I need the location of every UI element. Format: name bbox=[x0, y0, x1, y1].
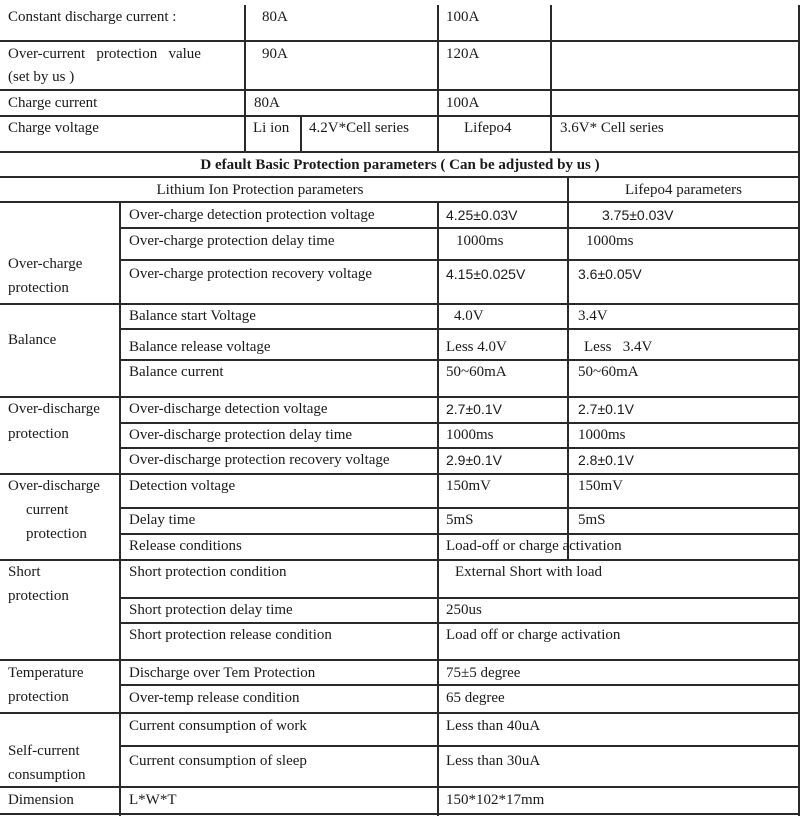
col-divider bbox=[550, 5, 552, 151]
param-label: Short protection release condition bbox=[129, 627, 332, 643]
lfp-value: 2.8±0.1V bbox=[578, 452, 634, 468]
charge-voltage-li: 4.2V*Cell series bbox=[309, 120, 409, 136]
param-label: Balance current bbox=[129, 364, 224, 380]
param-label: Current consumption of work bbox=[129, 718, 307, 734]
merged-value: Load off or charge activation bbox=[446, 627, 621, 643]
overcurrent-lfp: 120A bbox=[446, 46, 480, 62]
row-divider bbox=[119, 507, 800, 509]
charge-current-li: 80A bbox=[254, 95, 280, 111]
constant-discharge-li: 80A bbox=[262, 9, 288, 25]
row-divider bbox=[119, 447, 800, 449]
group-label: protection bbox=[8, 426, 69, 442]
li-value: 4.0V bbox=[454, 308, 484, 324]
param-label: Over-temp release condition bbox=[129, 690, 300, 706]
group-divider bbox=[0, 786, 800, 788]
lfp-value: 3.75±0.03V bbox=[602, 207, 674, 223]
group-divider bbox=[0, 303, 800, 305]
charge-voltage-li-type: Li ion bbox=[253, 120, 290, 136]
row-divider bbox=[119, 422, 800, 424]
group-label: Short bbox=[8, 564, 41, 580]
group-divider bbox=[0, 559, 800, 561]
row-divider bbox=[0, 176, 800, 178]
param-label: Detection voltage bbox=[129, 478, 236, 494]
merged-value: 150*102*17mm bbox=[446, 792, 545, 808]
charge-voltage-lfp-type: Lifepo4 bbox=[464, 120, 512, 136]
group-label: protection bbox=[8, 280, 69, 296]
row-divider bbox=[119, 745, 800, 747]
lfp-value: 3.4V bbox=[578, 308, 608, 324]
col-divider bbox=[244, 5, 246, 151]
row-divider bbox=[119, 359, 800, 361]
header-lifepo4: Lifepo4 parameters bbox=[624, 182, 743, 198]
group-label: Over-discharge bbox=[8, 401, 100, 417]
param-label: Short protection condition bbox=[129, 564, 287, 580]
group-divider bbox=[0, 659, 800, 661]
group-label: Balance bbox=[8, 332, 57, 348]
constant-discharge-lfp: 100A bbox=[446, 9, 480, 25]
param-label: L*W*T bbox=[129, 792, 177, 808]
li-value: 1000ms bbox=[456, 233, 504, 249]
group-label: protection bbox=[8, 588, 69, 604]
group-label: consumption bbox=[8, 767, 86, 783]
col-divider bbox=[300, 115, 302, 151]
group-label: protection bbox=[8, 689, 69, 705]
lfp-value: 50~60mA bbox=[578, 364, 639, 380]
param-label: Over-discharge detection voltage bbox=[129, 401, 328, 417]
lfp-value: 1000ms bbox=[586, 233, 634, 249]
li-value: 4.25±0.03V bbox=[446, 207, 518, 223]
col-divider bbox=[437, 5, 439, 151]
param-label: Discharge over Tem Protection bbox=[129, 665, 316, 681]
li-value: 150mV bbox=[446, 478, 491, 494]
col-divider bbox=[437, 201, 439, 816]
lfp-value: 3.6±0.05V bbox=[578, 266, 642, 282]
charge-current-lfp: 100A bbox=[446, 95, 480, 111]
param-label: Over-discharge protection delay time bbox=[129, 427, 353, 443]
lfp-value: 1000ms bbox=[578, 427, 626, 443]
li-value: Less 4.0V bbox=[446, 339, 507, 355]
merged-value: 65 degree bbox=[446, 690, 505, 706]
param-label: Delay time bbox=[129, 512, 196, 528]
charge-voltage-lfp: 3.6V* Cell series bbox=[560, 120, 664, 136]
param-label: Short protection delay time bbox=[129, 602, 293, 618]
li-value: 1000ms bbox=[446, 427, 494, 443]
row-divider bbox=[119, 597, 800, 599]
row-divider bbox=[119, 622, 800, 624]
row-divider bbox=[0, 40, 800, 42]
li-value: 2.9±0.1V bbox=[446, 452, 502, 468]
merged-value: 250us bbox=[446, 602, 482, 618]
row-divider bbox=[119, 328, 800, 330]
constant-discharge-label: Constant discharge current : bbox=[8, 9, 177, 25]
param-label: Balance release voltage bbox=[129, 339, 271, 355]
overcurrent-label-line2: (set by us ) bbox=[8, 69, 75, 85]
param-label: Over-charge protection delay time bbox=[129, 233, 335, 249]
param-label: Over-charge detection protection voltage bbox=[129, 207, 375, 223]
group-divider bbox=[0, 712, 800, 714]
group-divider bbox=[0, 396, 800, 398]
merged-value: Less than 30uA bbox=[446, 753, 541, 769]
group-label: protection bbox=[26, 526, 87, 542]
row-divider bbox=[0, 151, 800, 153]
param-label: Release conditions bbox=[129, 538, 242, 554]
li-value: 5mS bbox=[446, 512, 474, 528]
row-divider bbox=[119, 259, 800, 261]
col-divider bbox=[567, 473, 569, 533]
param-label: Current consumption of sleep bbox=[129, 753, 307, 769]
overcurrent-li: 90A bbox=[262, 46, 288, 62]
charge-voltage-label: Charge voltage bbox=[8, 120, 99, 136]
charge-current-label: Charge current bbox=[8, 95, 98, 111]
merged-value: 75±5 degree bbox=[446, 665, 521, 681]
right-border bbox=[798, 5, 800, 816]
merged-value: External Short with load bbox=[455, 564, 603, 580]
lfp-value: 5mS bbox=[578, 512, 606, 528]
row-divider bbox=[119, 227, 800, 229]
bottom-border bbox=[0, 813, 800, 815]
row-divider bbox=[0, 115, 800, 117]
param-label: Over-charge protection recovery voltage bbox=[129, 266, 373, 282]
row-divider bbox=[119, 684, 800, 686]
group-label: Dimension bbox=[8, 792, 74, 808]
protection-table-title: D efault Basic Protection parameters ( Can be adjusted by us ) bbox=[200, 157, 600, 173]
merged-value: Load-off or charge activation bbox=[446, 538, 622, 554]
group-divider bbox=[0, 473, 800, 475]
group-label: Over-discharge bbox=[8, 478, 100, 494]
merged-value: Less than 40uA bbox=[446, 718, 541, 734]
lfp-value: 2.7±0.1V bbox=[578, 401, 634, 417]
lfp-value: 150mV bbox=[578, 478, 623, 494]
li-value: 2.7±0.1V bbox=[446, 401, 502, 417]
group-label: Temperature bbox=[8, 665, 84, 681]
li-value: 4.15±0.025V bbox=[446, 266, 526, 282]
group-label: Self-current bbox=[8, 743, 80, 759]
header-lithium-ion: Lithium Ion Protection parameters bbox=[156, 182, 364, 198]
row-divider bbox=[119, 533, 800, 535]
col-divider bbox=[119, 201, 121, 816]
overcurrent-label-line1: Over-current protection value bbox=[8, 46, 201, 62]
param-label: Over-discharge protection recovery voltage bbox=[129, 452, 390, 468]
li-value: 50~60mA bbox=[446, 364, 507, 380]
row-divider bbox=[0, 89, 800, 91]
lfp-value: Less 3.4V bbox=[584, 339, 653, 355]
param-label: Balance start Voltage bbox=[129, 308, 256, 324]
group-label: current bbox=[26, 502, 69, 518]
group-label: Over-charge bbox=[8, 256, 83, 272]
